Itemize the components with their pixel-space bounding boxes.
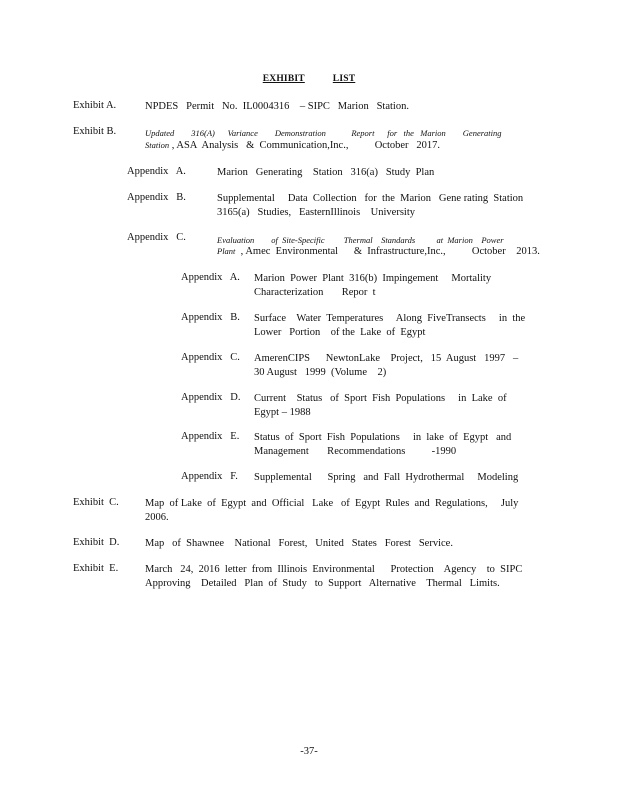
sub-appendix-e-label: Appendix E.: [181, 431, 240, 442]
sub-appendix-a-label: Appendix A.: [181, 272, 240, 283]
exhibit-b-title-line2: Station: [145, 140, 170, 150]
sub-appendix-f-text: Supplemental Spring and Fall Hydrothermal Modeling: [254, 472, 519, 483]
exhibit-d-text: Map of Shawnee National Forest, United States Forest Service.: [145, 538, 453, 549]
appendix-b-label: Appendix B.: [127, 192, 186, 203]
exhibit-c-label: Exhibit C.: [73, 497, 119, 508]
appendix-a-label: Appendix A.: [127, 166, 186, 177]
page-title: [0, 74, 618, 84]
appendix-b-text: Supplemental Data Collection for the Marion Gene rating Station 3165(a) Studies, EasternIllinois University: [217, 193, 526, 218]
appendix-c-line2: [217, 246, 540, 257]
sub-appendix-e-text: Status of Sport Fish Populations in lake of Egypt and Management Recommendations -1990: [254, 432, 514, 457]
exhibit-c-text: Map of Lake of Egypt and Official Lake of Egypt Rules and Regulations, July 2006.: [145, 498, 521, 523]
exhibit-e-text: March 24, 2016 letter from Illinois Environmental Protection Agency to SIPC Approving Detailed Plan of Study to Support Alternative Thermal Limits.: [145, 564, 525, 589]
exhibit-b-line2: [145, 140, 440, 151]
appendix-c-label: Appendix C.: [127, 232, 186, 243]
sub-appendix-d-label: Appendix D.: [181, 392, 241, 403]
title-word-exhibit: EXHIBIT: [262, 74, 305, 84]
sub-appendix-f-label: Appendix F.: [181, 471, 238, 482]
exhibit-e-label: Exhibit E.: [73, 563, 119, 574]
exhibit-b-label: Exhibit B.: [73, 126, 117, 137]
title-word-list: LIST: [332, 74, 356, 84]
sub-appendix-b-label: Appendix B.: [181, 312, 240, 323]
appendix-c-source: , Amec Environmental & Infrastructure,Inc., October 2013.: [235, 246, 540, 257]
sub-appendix-a-text: Marion Power Plant 316(b) Impingement Mortality Characterization Repor t: [254, 273, 494, 298]
exhibit-a-label: Exhibit A.: [73, 100, 117, 111]
exhibit-b-title-line1: Updated 316(A) Variance Demonstration Report for the Marion Generating: [145, 128, 502, 138]
appendix-a-text: Marion Generating Station 316(a) Study Plan: [217, 167, 435, 178]
sub-appendix-d-text: Current Status of Sport Fish Populations in Lake of Egypt – 1988: [254, 393, 512, 418]
page-number: -37-: [300, 746, 318, 757]
sub-appendix-c-text: AmerenCIPS NewtonLake Project, 15 August 1997 – 30 August 1999 (Volume 2): [254, 353, 521, 378]
exhibit-b-source: , ASA Analysis & Communication,Inc., October 2017.: [169, 140, 441, 151]
appendix-c-title-line1: Evaluation of Site-Specific Thermal Standards at Marion Power: [217, 235, 504, 245]
exhibit-d-label: Exhibit D.: [73, 537, 120, 548]
sub-appendix-c-label: Appendix C.: [181, 352, 240, 363]
appendix-c-title-line2: Plant: [217, 246, 236, 256]
sub-appendix-b-text: Surface Water Temperatures Along FiveTransects in the Lower Portion of the Lake of Egypt: [254, 313, 528, 338]
exhibit-a-text: NPDES Permit No. IL0004316 – SIPC Marion Station.: [145, 101, 409, 112]
